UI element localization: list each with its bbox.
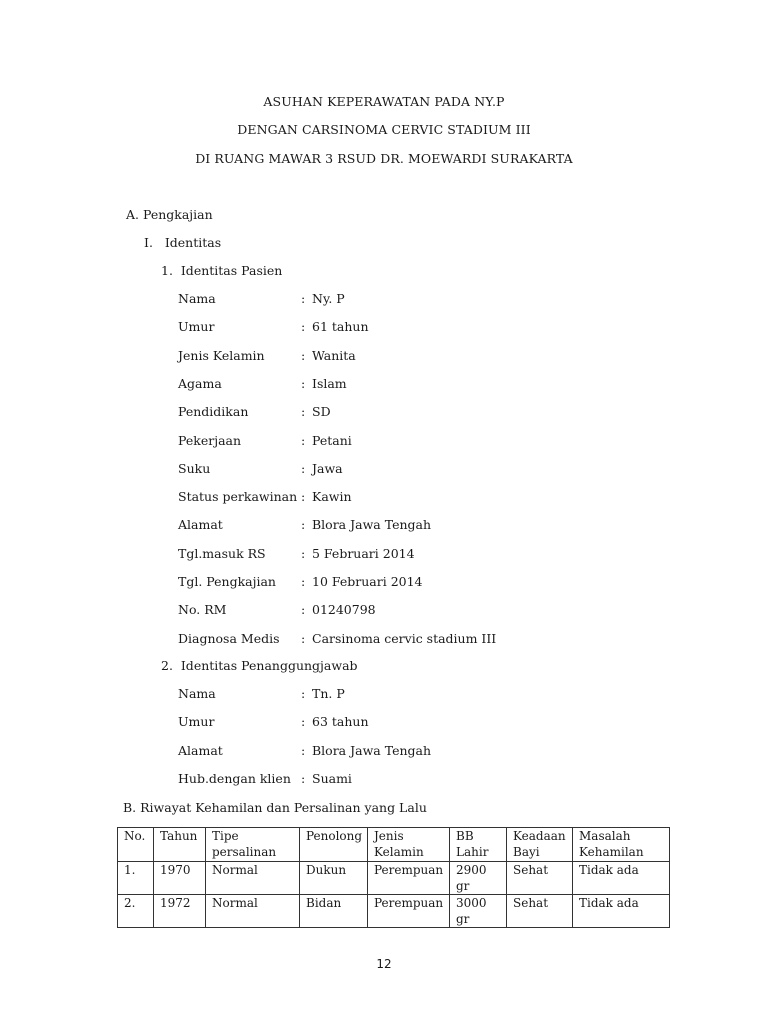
field-separator: : — [301, 545, 306, 561]
table-header-row — [118, 828, 670, 862]
field-value: Carsinoma cervic stadium III — [312, 630, 497, 646]
field-separator: : — [301, 489, 306, 505]
field-separator: : — [301, 404, 306, 420]
subsection-identitas: I. Identitas — [144, 235, 222, 250]
table-cell: 2. — [118, 895, 154, 928]
table-cell: 1972 — [154, 895, 206, 928]
col-header-tahun: Tahun — [154, 828, 206, 862]
identitas-penanggungjawab-heading: 2. Identitas Penanggungjawab — [161, 658, 358, 673]
table-cell: Tidak ada — [573, 862, 670, 895]
page-number: 12 — [376, 957, 392, 971]
field-label: Hub.dengan klien — [178, 770, 291, 786]
table-cell: 2900 gr — [450, 862, 507, 895]
field-label: Jenis Kelamin — [178, 347, 265, 363]
field-label: Nama — [178, 686, 216, 701]
field-label: Status perkawinan — [178, 489, 298, 505]
section-b-heading: B. Riwayat Kehamilan dan Persalinan yang Lalu — [123, 800, 427, 815]
field-value: SD — [312, 404, 331, 420]
field-value: Jawa — [312, 460, 343, 476]
table-cell: 1970 — [154, 862, 206, 895]
field-value: Blora Jawa Tengah — [312, 517, 432, 533]
table-cell: Tidak ada — [573, 895, 670, 928]
field-separator: : — [301, 319, 306, 335]
field-label: Diagnosa Medis — [178, 630, 280, 646]
field-label: Umur — [178, 714, 215, 730]
table-cell: Perempuan — [368, 862, 450, 895]
field-label: Alamat — [178, 517, 223, 533]
field-value: Blora Jawa Tengah — [312, 742, 432, 758]
field-separator: : — [301, 432, 306, 448]
field-separator: : — [301, 460, 306, 476]
riwayat-kehamilan-table — [117, 827, 670, 928]
table-cell: Sehat — [507, 862, 573, 895]
field-separator: : — [301, 714, 306, 730]
field-label: No. RM — [178, 602, 227, 618]
field-value: Wanita — [312, 347, 356, 363]
col-header-tipe: Tipe persalinan — [206, 828, 300, 862]
field-value: 10 Februari 2014 — [312, 574, 423, 589]
table-cell: 1. — [118, 862, 154, 895]
col-header-masalah: Masalah Kehamilan — [573, 828, 670, 862]
title-line-3: DI RUANG MAWAR 3 RSUD DR. MOEWARDI SURAKARTA — [195, 151, 573, 166]
field-separator: : — [301, 291, 306, 306]
table-cell: Dukun — [300, 862, 368, 895]
table-cell: 3000 gr — [450, 895, 507, 928]
field-label: Suku — [178, 460, 211, 476]
field-label: Alamat — [178, 742, 223, 758]
field-separator: : — [301, 686, 306, 701]
field-label: Tgl. Pengkajian — [178, 574, 276, 589]
field-value: 5 Februari 2014 — [312, 545, 415, 561]
field-separator: : — [301, 602, 306, 618]
field-value: Kawin — [312, 489, 352, 505]
field-separator: : — [301, 375, 306, 391]
field-value: Islam — [312, 375, 347, 391]
table-cell: Sehat — [507, 895, 573, 928]
table-cell: Normal — [206, 895, 300, 928]
field-separator: : — [301, 574, 306, 589]
table-row — [118, 862, 670, 895]
field-separator: : — [301, 347, 306, 363]
field-label: Pendidikan — [178, 404, 249, 420]
section-a-heading: A. Pengkajian — [126, 207, 213, 222]
field-label: Umur — [178, 319, 215, 335]
identitas-pasien-heading: 1. Identitas Pasien — [161, 263, 283, 278]
field-value: Ny. P — [312, 291, 345, 306]
field-value: 61 tahun — [312, 319, 369, 335]
field-label: Pekerjaan — [178, 432, 242, 448]
col-header-jenis-kelamin: Jenis Kelamin — [368, 828, 450, 862]
field-separator: : — [301, 742, 306, 758]
field-value: Petani — [312, 432, 352, 448]
field-label: Nama — [178, 291, 216, 306]
field-separator: : — [301, 517, 306, 533]
field-value: Tn. P — [312, 686, 345, 701]
table-cell: Perempuan — [368, 895, 450, 928]
title-line-1: ASUHAN KEPERAWATAN PADA NY.P — [263, 94, 505, 109]
field-value: 63 tahun — [312, 714, 369, 730]
table-row — [118, 895, 670, 928]
col-header-penolong: Penolong — [300, 828, 368, 862]
field-separator: : — [301, 770, 306, 786]
field-value: Suami — [312, 770, 352, 786]
field-label: Agama — [178, 375, 222, 391]
col-header-no: No. — [118, 828, 154, 862]
col-header-keadaan-bayi: Keadaan Bayi — [507, 828, 573, 862]
col-header-bb-lahir: BB Lahir — [450, 828, 507, 862]
table-cell: Bidan — [300, 895, 368, 928]
field-separator: : — [301, 630, 306, 646]
field-value: 01240798 — [312, 602, 376, 618]
table-cell: Normal — [206, 862, 300, 895]
field-label: Tgl.masuk RS — [178, 545, 266, 561]
title-line-2: DENGAN CARSINOMA CERVIC STADIUM III — [237, 122, 531, 137]
